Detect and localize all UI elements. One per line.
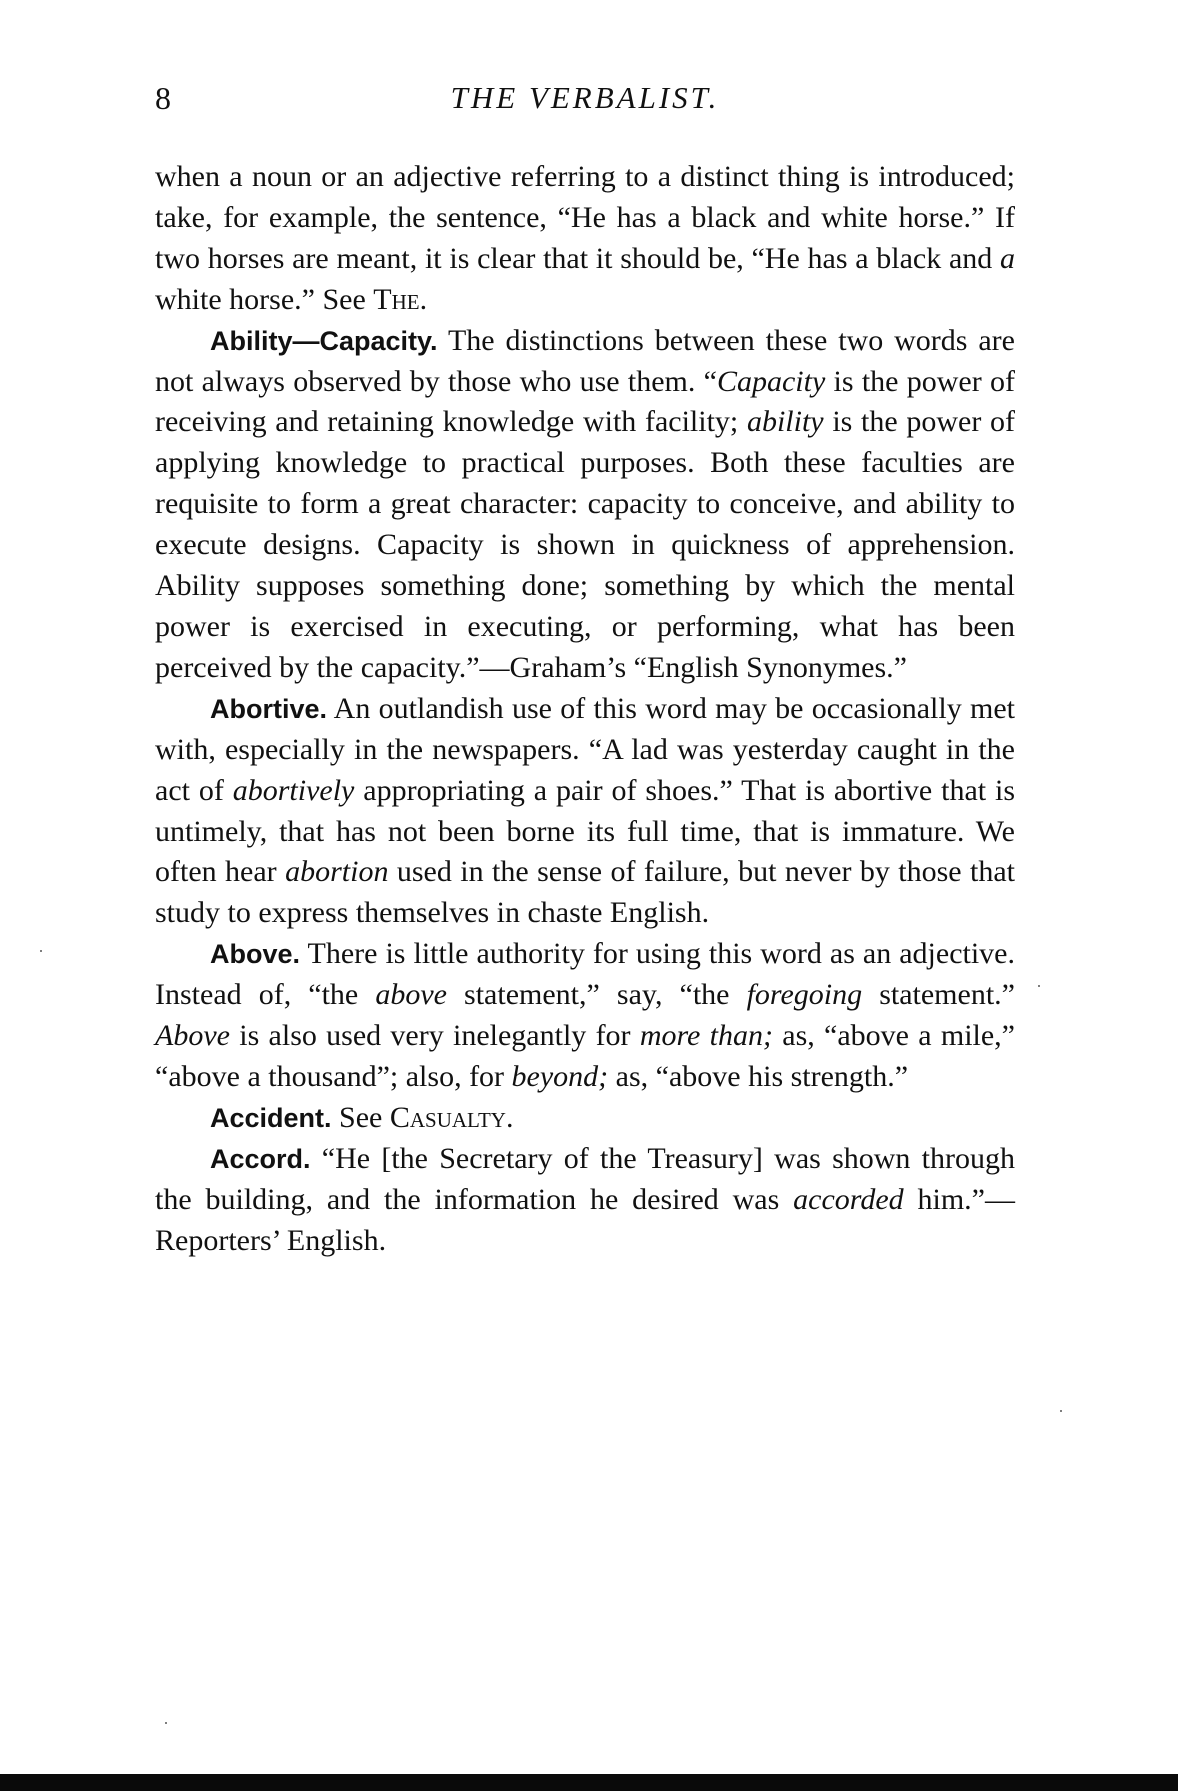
entry-above	[155, 934, 1015, 1098]
body-text	[155, 157, 1015, 1261]
cross-reference: Casualty	[389, 1100, 506, 1134]
text-run: as, “above a mile,” “above a thousand”; also, for	[155, 1019, 1015, 1093]
text-run: white horse.” See	[155, 282, 374, 316]
page-number: 8	[155, 80, 171, 116]
text-run: There is little authority for using this word as an adjective. Instead of, “the	[155, 937, 1015, 1012]
entry-headword: Abortive.	[210, 693, 328, 724]
text-run: is the power of applying knowledge to practical purposes. Both these faculties are requisite to form a great character: capacity to conceive, and ability to execute designs. Capacity is shown in quickness of apprehension. Ability supposes something done; something by which the mental power is exercised in executing, or performing, what has been perceived by the capacity.”—Graham’s “English Synonymes.”	[155, 405, 1016, 684]
entry-abortive	[155, 689, 1015, 934]
text-run: used in the sense of failure, but never by those that study to express themselves in chaste English.	[155, 855, 1015, 930]
page-header	[155, 80, 1015, 120]
italic-run: abortion	[285, 855, 389, 889]
text-run: .	[505, 1100, 514, 1134]
entry-headword: Ability—Capacity.	[210, 325, 438, 356]
text-run: .	[419, 282, 428, 316]
paragraph-continuation	[155, 157, 1015, 321]
scan-bottom-edge	[0, 1774, 1178, 1791]
scan-speck	[165, 1722, 167, 1724]
italic-run: ability	[746, 405, 824, 439]
scan-speck	[40, 950, 42, 952]
entry-ability-capacity	[155, 321, 1015, 689]
italic-run: accorded	[793, 1182, 904, 1216]
text-run: is the power of receiving and retaining knowledge with facility;	[155, 364, 1016, 439]
entry-accident	[155, 1098, 1015, 1139]
italic-run: above	[375, 978, 447, 1012]
text-run: when a noun or an adjective referring to a distinct thing is introduced; take, for example, the sentence, “He has a black and white horse.” If two horses are meant, it is clear that it should be, “He has a black and	[155, 160, 1015, 275]
entry-headword: Accident.	[210, 1102, 332, 1133]
italic-run: foregoing	[746, 978, 863, 1012]
entry-headword: Above.	[210, 939, 301, 970]
italic-run: Capacity	[716, 364, 826, 398]
scan-speck	[1060, 1410, 1062, 1412]
cross-reference: The	[373, 282, 420, 316]
text-run: An outlandish use of this word may be occasionally met with, especially in the newspapers. “A lad was yesterday caught in the act of	[155, 691, 1015, 807]
entry-accord	[155, 1139, 1015, 1262]
italic-run: Above	[155, 1019, 230, 1053]
text-run: him.”—Reporters’ English.	[155, 1182, 1015, 1257]
italic-run: more than;	[639, 1019, 773, 1053]
italic-run: beyond;	[511, 1059, 609, 1093]
text-run: statement,” say, “the	[446, 978, 747, 1012]
text-run: appropriating a pair of shoes.” That is abortive that is untimely, that has not been borne its full time, that is immature. We often hear	[155, 773, 1015, 889]
italic-run: abortively	[232, 773, 355, 807]
text-run: The distinctions between these two words are not always observed by those who use them. “	[155, 323, 1015, 398]
text-run: “He [the Secretary of the Treasury] was shown through the building, and the information he desired was	[155, 1141, 1015, 1216]
text-run: is also used very inelegantly for	[229, 1019, 640, 1053]
text-run: as, “above his strength.”	[608, 1059, 909, 1093]
running-title: THE VERBALIST.	[450, 80, 720, 115]
text-run: statement.”	[862, 978, 1015, 1012]
scan-speck	[1038, 985, 1040, 987]
entry-headword: Accord.	[210, 1143, 311, 1174]
text-run: See	[331, 1100, 390, 1134]
italic-run: a	[1000, 241, 1015, 275]
